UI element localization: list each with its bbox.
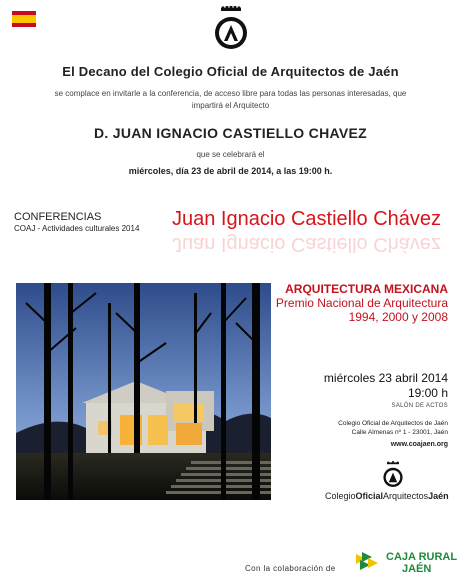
organizer-line: El Decano del Colegio Oficial de Arquitectos de Jaén — [62, 64, 399, 79]
website-link[interactable]: www.coajaen.org — [390, 441, 448, 448]
wordmark-part-3: Arquitectos — [383, 491, 429, 501]
award-name: Premio Nacional de Arquitectura — [275, 296, 448, 310]
award-years: 1994, 2000 y 2008 — [348, 310, 448, 324]
wordmark-part-4: Jaén — [428, 491, 449, 501]
poster-speaker-name: Juan Ignacio Castiello Chávez — [172, 208, 442, 230]
sponsor-name-line-1: CAJA RURAL — [386, 551, 458, 563]
venue-address-line-2: Calle Almenas nº 1 - 23001, Jaén — [351, 429, 448, 436]
coaj-wordmark — [325, 491, 449, 501]
collaboration-text: Con la colaboración de — [245, 564, 336, 573]
poster-time: 19:00 h — [407, 386, 448, 400]
coaj-crest-logo — [211, 6, 251, 52]
poster-speaker-name-reflection: Juan Ignacio Castiello Chávez — [172, 233, 442, 255]
house-photo — [16, 283, 271, 500]
celebration-intro: que se celebrará el — [196, 150, 265, 159]
series-subtitle: COAJ - Actividades culturales 2014 — [14, 224, 140, 233]
venue-address-line-1: Colegio Oficial de Arquitectos de Jaén — [338, 420, 448, 427]
lecture-topic: ARQUITECTURA MEXICANA — [285, 282, 448, 296]
wordmark-part-2: Oficial — [355, 491, 384, 501]
coaj-crest-small-logo — [381, 461, 405, 489]
caja-rural-logo — [354, 550, 380, 572]
poster-date: miércoles 23 abril 2014 — [323, 371, 448, 385]
series-label: CONFERENCIAS — [14, 211, 102, 223]
spain-flag-icon[interactable] — [12, 11, 36, 27]
invitation-text-line-2: impartirá el Arquitecto — [191, 101, 270, 110]
event-date-time: miércoles, día 23 de abril de 2014, a las 19:00 h. — [128, 166, 333, 176]
speaker-name-heading: D. JUAN IGNACIO CASTIELLO CHAVEZ — [93, 125, 367, 141]
venue-room: SALÓN DE ACTOS — [391, 403, 448, 409]
wordmark-part-1: Colegio — [325, 491, 356, 501]
invitation-text-line-1: se complace en invitarle a la conferencia, de acceso libre para todas las personas interesadas, que — [54, 89, 407, 98]
sponsor-name-line-2: JAÉN — [402, 563, 432, 575]
